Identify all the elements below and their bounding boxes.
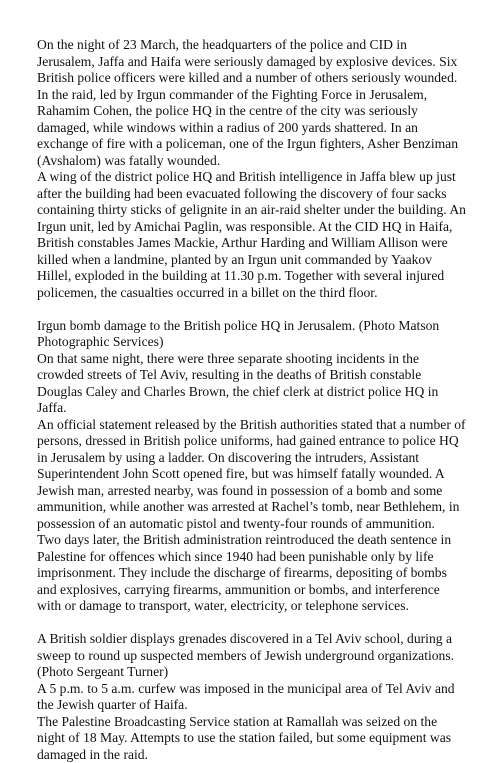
- photo-caption-grenades: A British soldier displays grenades discovered in a Tel Aviv school, during a sweep to round up suspected members of Jewish underground organizations.: [37, 631, 467, 664]
- paragraph-curfew: A 5 p.m. to 5 a.m. curfew was imposed in the municipal area of Tel Aviv and the Jewish quarter of Haifa.: [37, 681, 467, 714]
- photo-credit-turner: (Photo Sergeant Turner): [37, 664, 467, 681]
- paragraph-tel-aviv-shootings: On that same night, there were three separate shooting incidents in the crowded streets of Tel Aviv, resulting in the deaths of British constable Douglas Caley and Charles Brown, the chief clerk at district police HQ in Jaffa.: [37, 351, 467, 417]
- paragraph-ramallah-station: The Palestine Broadcasting Service station at Ramallah was seized on the night of 18 May. Attempts to use the station failed, but some equipment was damaged in the raid.: [37, 714, 467, 763]
- document-body: [37, 37, 467, 763]
- paragraph-police-hq-attacks: On the night of 23 March, the headquarters of the police and CID in Jerusalem, Jaffa and Haifa were seriously damaged by explosive devices. Six British police officers were killed and a number of others seriously wounded. In the raid, led by Irgun commander of the Fighting Force in Jerusalem, Rahamim Cohen, the police HQ in the centre of the city was seriously damaged, while windows within a radius of 200 yards shattered. In an exchange of fire with a policeman, one of the Irgun fighters, Asher Benziman (Avshalom) was fatally wounded.: [37, 37, 467, 169]
- paragraph-death-sentence: Two days later, the British administration reintroduced the death sentence in Palestine for offences which since 1940 had been punishable only by life imprisonment. They include the discharge of firearms, depositing of bombs and explosives, carrying firearms, ammunition or bombs, and interference with or damage to transport, water, electricity, or telephone services.: [37, 532, 467, 615]
- paragraph-spacer: [37, 615, 467, 632]
- paragraph-spacer: [37, 301, 467, 318]
- photo-caption-jerusalem-damage: Irgun bomb damage to the British police HQ in Jerusalem. (Photo Matson Photographic Services): [37, 318, 467, 351]
- paragraph-official-statement: An official statement released by the British authorities stated that a number of persons, dressed in British police uniforms, had gained entrance to police HQ in Jerusalem by using a ladder. On discovering the intruders, Assistant Superintendent John Scott opened fire, but was himself fatally wounded. A Jewish man, arrested nearby, was found in possession of a bomb and some ammunition, while another was arrested at Rachel’s tomb, near Bethlehem, in possession of an automatic pistol and twenty-four rounds of ammunition.: [37, 417, 467, 533]
- paragraph-jaffa-haifa-bombings: A wing of the district police HQ and British intelligence in Jaffa blew up just after the building had been evacuated following the discovery of four sacks containing thirty sticks of gelignite in an air-raid shelter under the building. An Irgun unit, led by Amichai Paglin, was responsible. At the CID HQ in Haifa, British constables James Mackie, Arthur Harding and William Allison were killed when a landmine, planted by an Irgun unit commanded by Yaakov Hillel, exploded in the building at 11.30 p.m. Together with several injured policemen, the casualties occurred in a billet on the third floor.: [37, 169, 467, 301]
